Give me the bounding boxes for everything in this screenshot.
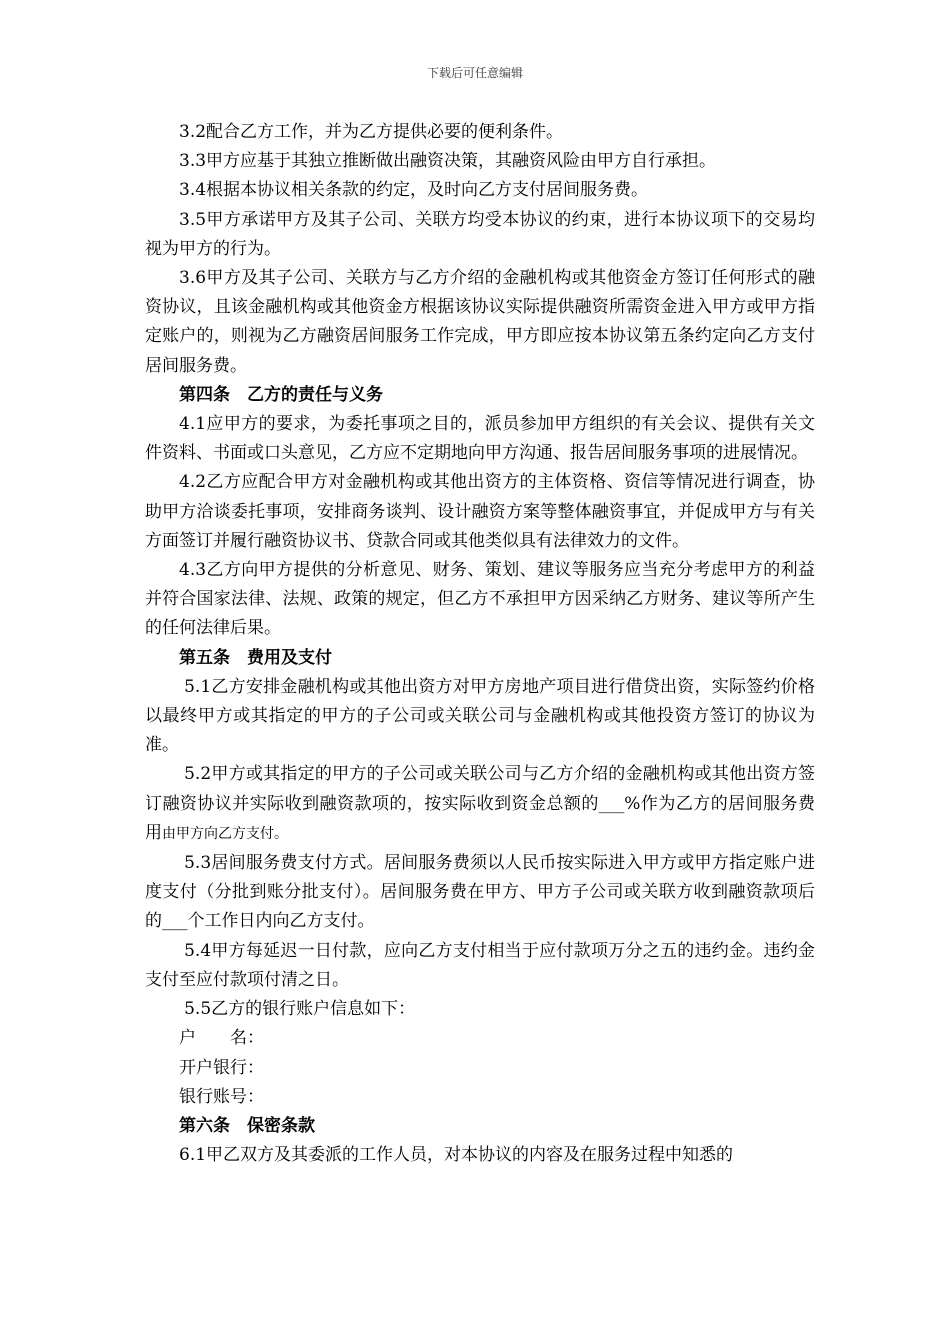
clause-5-2-tail: 由甲方向乙方支付。: [162, 825, 288, 842]
clause-3-5: 3.5甲方承诺甲方及其子公司、关联方均受本协议的约束，进行本协议项下的交易均视为甲方的行为。: [145, 209, 815, 259]
clause-3-3: 3.3甲方应基于其独立推断做出融资决策，其融资风险由甲方自行承担。: [179, 151, 717, 172]
document-body: [145, 118, 815, 1170]
clause-5-4: 5.4甲方每延迟一日付款，应向乙方支付相当于应付款项万分之五的违约金。违约金支付至应付款项付清之日。: [145, 940, 815, 990]
clause-3-6: 3.6甲方及其子公司、关联方与乙方介绍的金融机构或其他资金方签订任何形式的融资协议，且该金融机构或其他资金方根据该协议实际提供融资所需资金进入甲方或甲方指定账户的，则视为乙方融资居间服务工作完成，甲方即应按本协议第五条约定向乙方支付居间服务费。: [145, 268, 815, 376]
clause-5-2-main: 5.2甲方或其指定的甲方的子公司或关联公司与乙方介绍的金融机构或其他出资方签订融资协议并实际收到融资款项的，按实际收到资金总额的___%作为乙方的居间服务费用: [145, 764, 815, 843]
page-header: 下载后可任意编辑: [426, 66, 523, 80]
clause-4-1: 4.1应甲方的要求，为委托事项之目的，派员参加甲方组织的有关会议、提供有关文件资料、书面或口头意见，乙方应不定期地向甲方沟通、报告居间服务事项的进展情况。: [145, 414, 815, 464]
clause-4-2: 4.2乙方应配合甲方对金融机构或其他出资方的主体资格、资信等情况进行调查，协助甲方洽谈委托事项，安排商务谈判、设计融资方案等整体融资事宜，并促成甲方与有关方面签订并履行融资协议书、贷款合同或其他类似具有法律效力的文件。: [145, 472, 815, 551]
account-number-field: 银行账号：: [179, 1086, 264, 1107]
clause-5-2: [145, 760, 815, 849]
clause-5-1: 5.1乙方安排金融机构或其他出资方对甲方房地产项目进行借贷出资，实际签约价格以最终甲方或其指定的甲方的子公司或关联公司与金融机构或其他投资方签订的协议为准。: [145, 676, 815, 756]
article-5-heading: 第五条 费用及支付: [179, 647, 332, 668]
bank-name-field: 开户银行：: [179, 1057, 264, 1078]
clause-5-3: 5.3居间服务费支付方式。居间服务费须以人民币按实际进入甲方或甲方指定账户进度支付（分批到账分批支付）。居间服务费在甲方、甲方子公司或关联方收到融资款项后的___个工作日内向乙方支付。: [145, 853, 815, 932]
article-6-heading: 第六条 保密条款: [179, 1115, 315, 1136]
clause-6-1: 6.1甲乙双方及其委派的工作人员，对本协议的内容及在服务过程中知悉的: [179, 1145, 734, 1166]
clause-4-3: 4.3乙方向甲方提供的分析意见、财务、策划、建议等服务应当充分考虑甲方的利益并符合国家法律、法规、政策的规定，但乙方不承担甲方因采纳乙方财务、建议等所产生的任何法律后果。: [145, 560, 815, 639]
clause-5-5: 5.5乙方的银行账户信息如下：: [184, 999, 416, 1020]
clause-3-4: 3.4根据本协议相关条款的约定，及时向乙方支付居间服务费。: [179, 180, 649, 201]
account-name-field: 户 名：: [179, 1028, 264, 1049]
article-4-heading: 第四条 乙方的责任与义务: [179, 384, 383, 405]
clause-3-2: 3.2配合乙方工作，并为乙方提供必要的便利条件。: [179, 122, 564, 142]
